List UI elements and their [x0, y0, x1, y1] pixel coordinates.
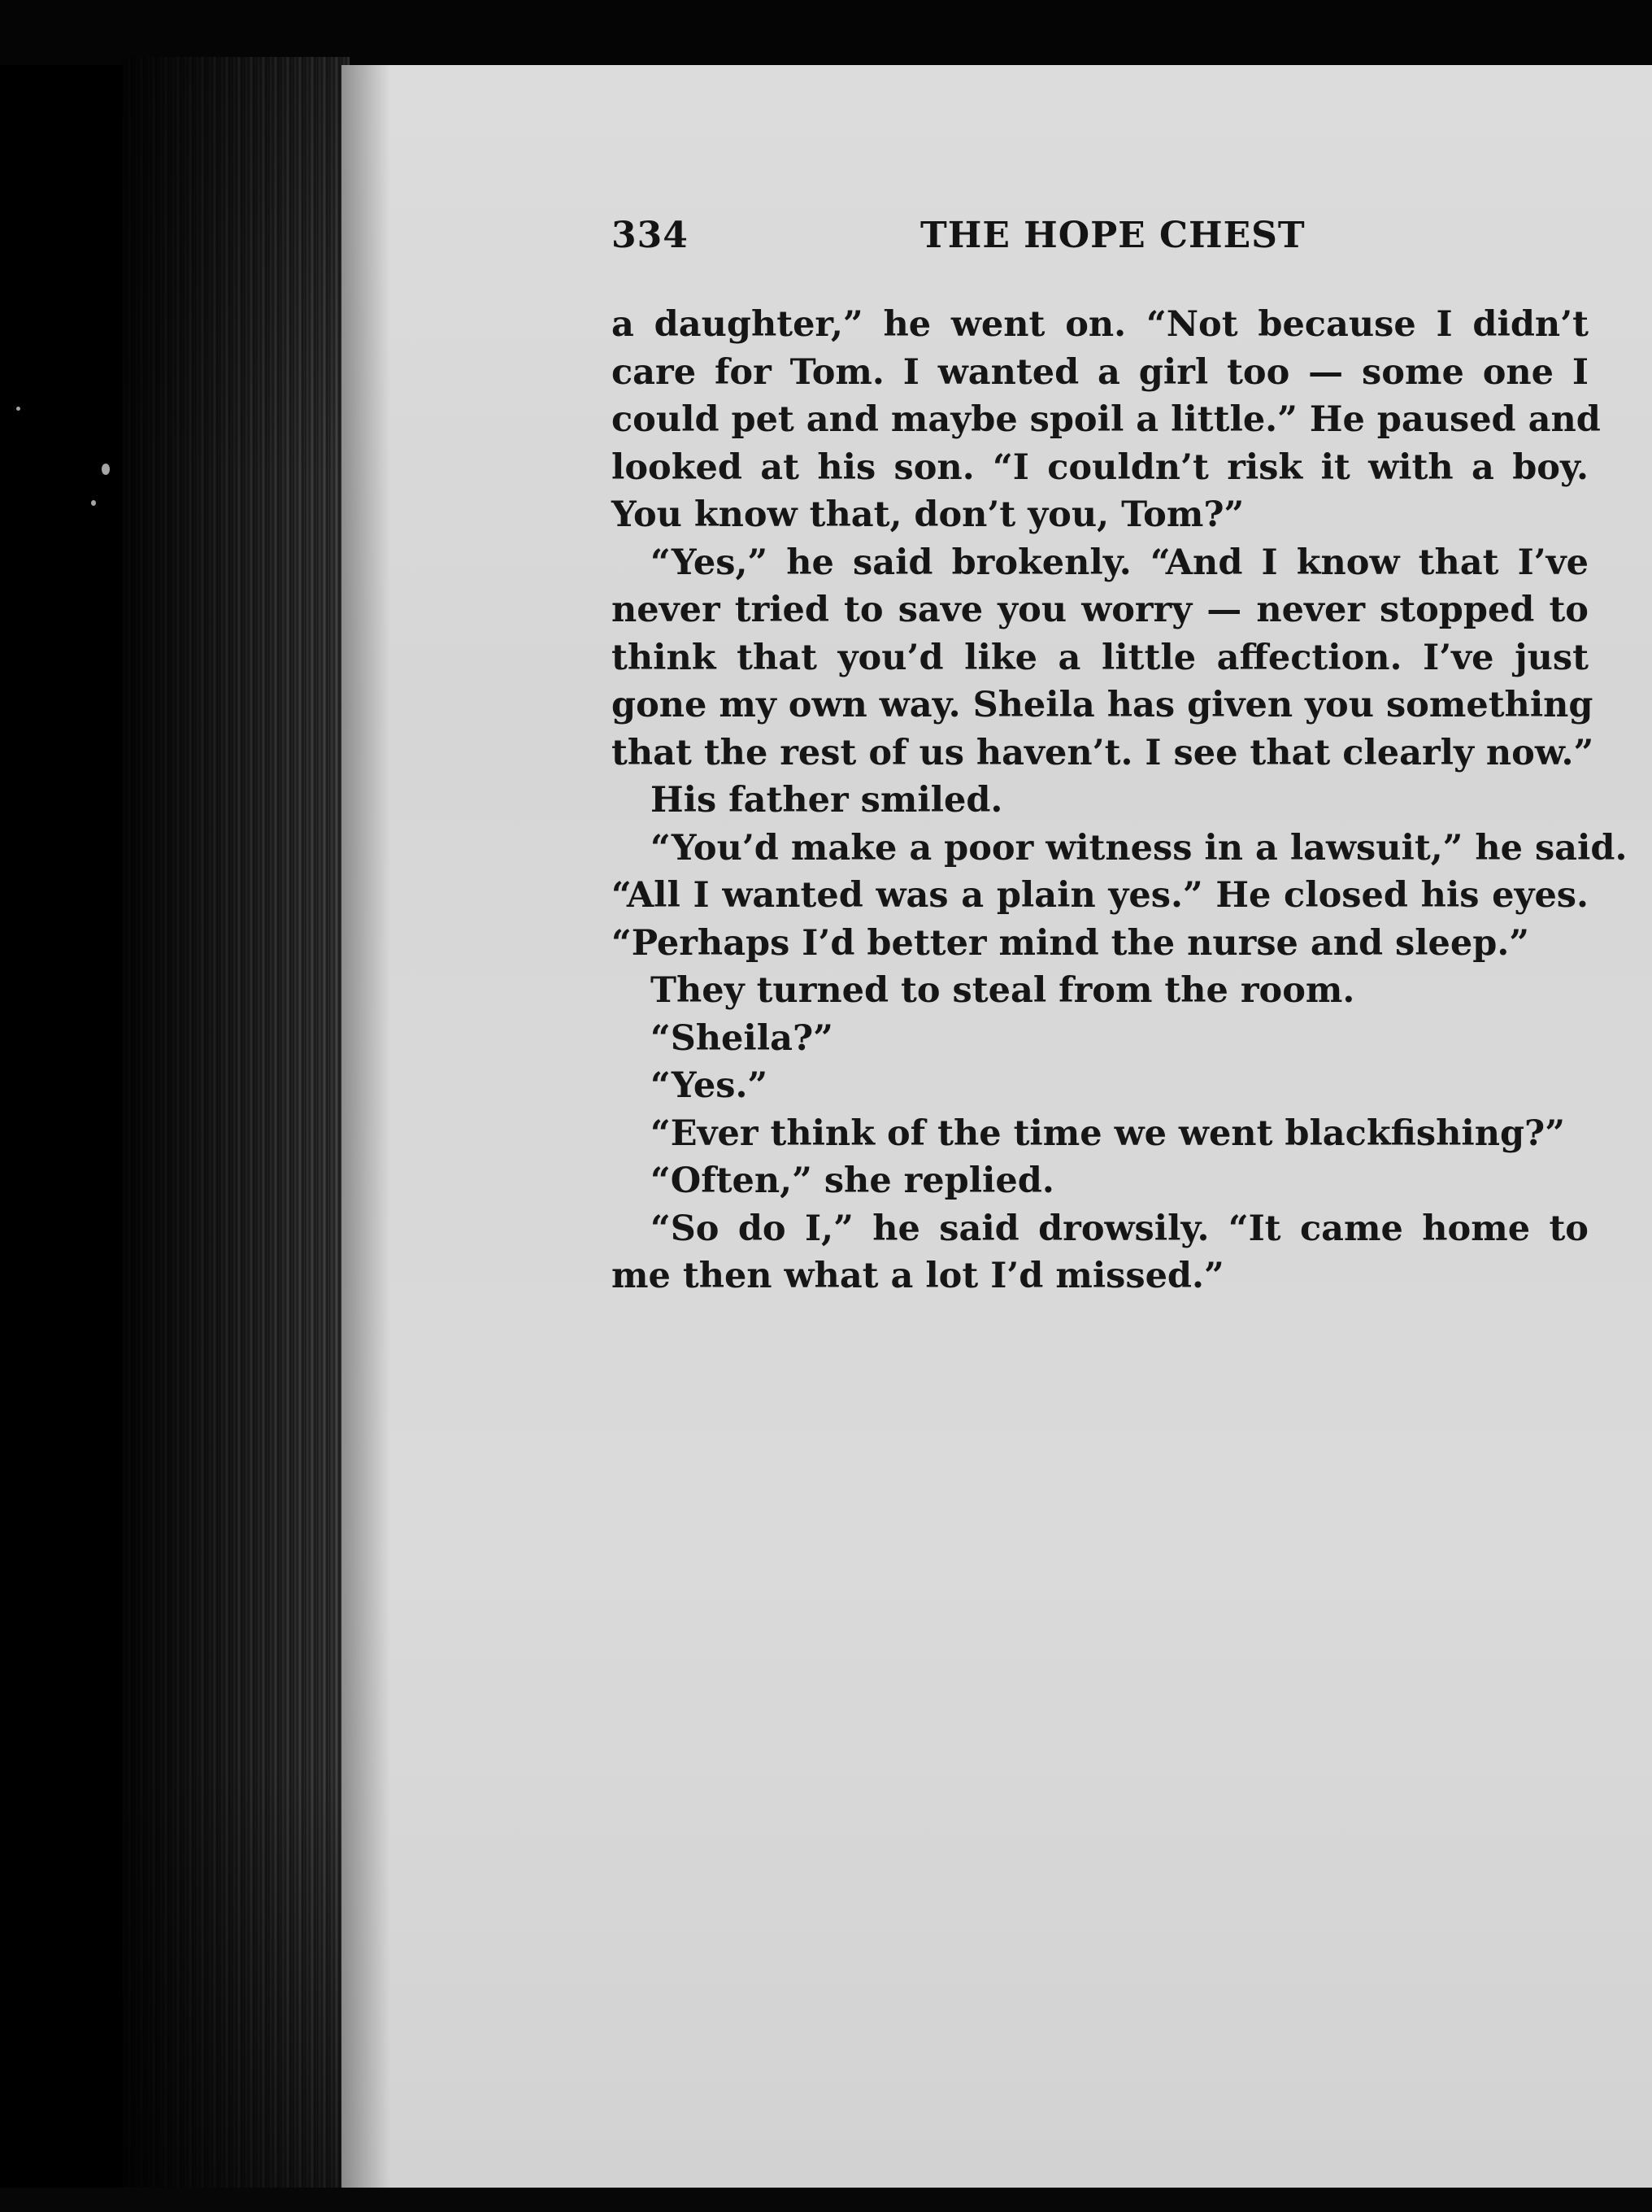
text-line: think that you’d like a little affection. I’ve just — [611, 637, 1589, 678]
text-line: never tried to save you worry — never stopped to — [611, 590, 1589, 630]
page-edge-shadow — [122, 57, 350, 2188]
page-sheet — [341, 65, 1652, 2196]
text-line: You know that, don’t you, Tom?” — [611, 494, 1245, 535]
page-number: 334 — [611, 215, 689, 256]
text-line: “Ever think of the time we went blackfishing?” — [650, 1113, 1565, 1154]
text-line: could pet and maybe spoil a little.” He paused and — [611, 399, 1601, 440]
text-line: that the rest of us haven’t. I see that clearly now.” — [611, 732, 1594, 773]
dust-speck — [102, 464, 110, 475]
text-line: “Sheila?” — [650, 1017, 833, 1059]
running-title: THE HOPE CHEST — [920, 215, 1306, 256]
text-line: gone my own way. Sheila has given you something — [611, 685, 1593, 725]
running-head — [611, 203, 1589, 268]
text-line: me then what a lot I’d missed.” — [611, 1256, 1224, 1296]
text-line: “Perhaps I’d better mind the nurse and sleep.” — [611, 922, 1530, 964]
text-line: a daughter,” he went on. “Not because I didn’t — [611, 304, 1589, 345]
text-line: care for Tom. I wanted a girl too — some one I — [611, 351, 1589, 393]
text-line: His father smiled. — [650, 780, 1003, 821]
text-line: “So do I,” he said drowsily. “It came home to — [650, 1208, 1589, 1249]
text-line: “Yes,” he said brokenly. “And I know that I’ve — [650, 542, 1589, 583]
text-line: They turned to steal from the room. — [650, 970, 1355, 1011]
scan-top-border — [0, 0, 1652, 65]
scan-bottom-border — [0, 2188, 1652, 2212]
dust-speck — [91, 500, 96, 506]
dust-speck — [16, 407, 20, 411]
text-line: “You’d make a poor witness in a lawsuit,” he said. — [650, 827, 1628, 869]
text-line: “Yes.” — [650, 1065, 768, 1106]
gutter-shadow — [341, 65, 390, 2196]
body-text — [611, 301, 1628, 1300]
text-line: “Often,” she replied. — [650, 1160, 1054, 1201]
text-line: “All I wanted was a plain yes.” He closed his eyes. — [611, 875, 1589, 916]
text-line: looked at his son. “I couldn’t risk it with a boy. — [611, 446, 1589, 488]
